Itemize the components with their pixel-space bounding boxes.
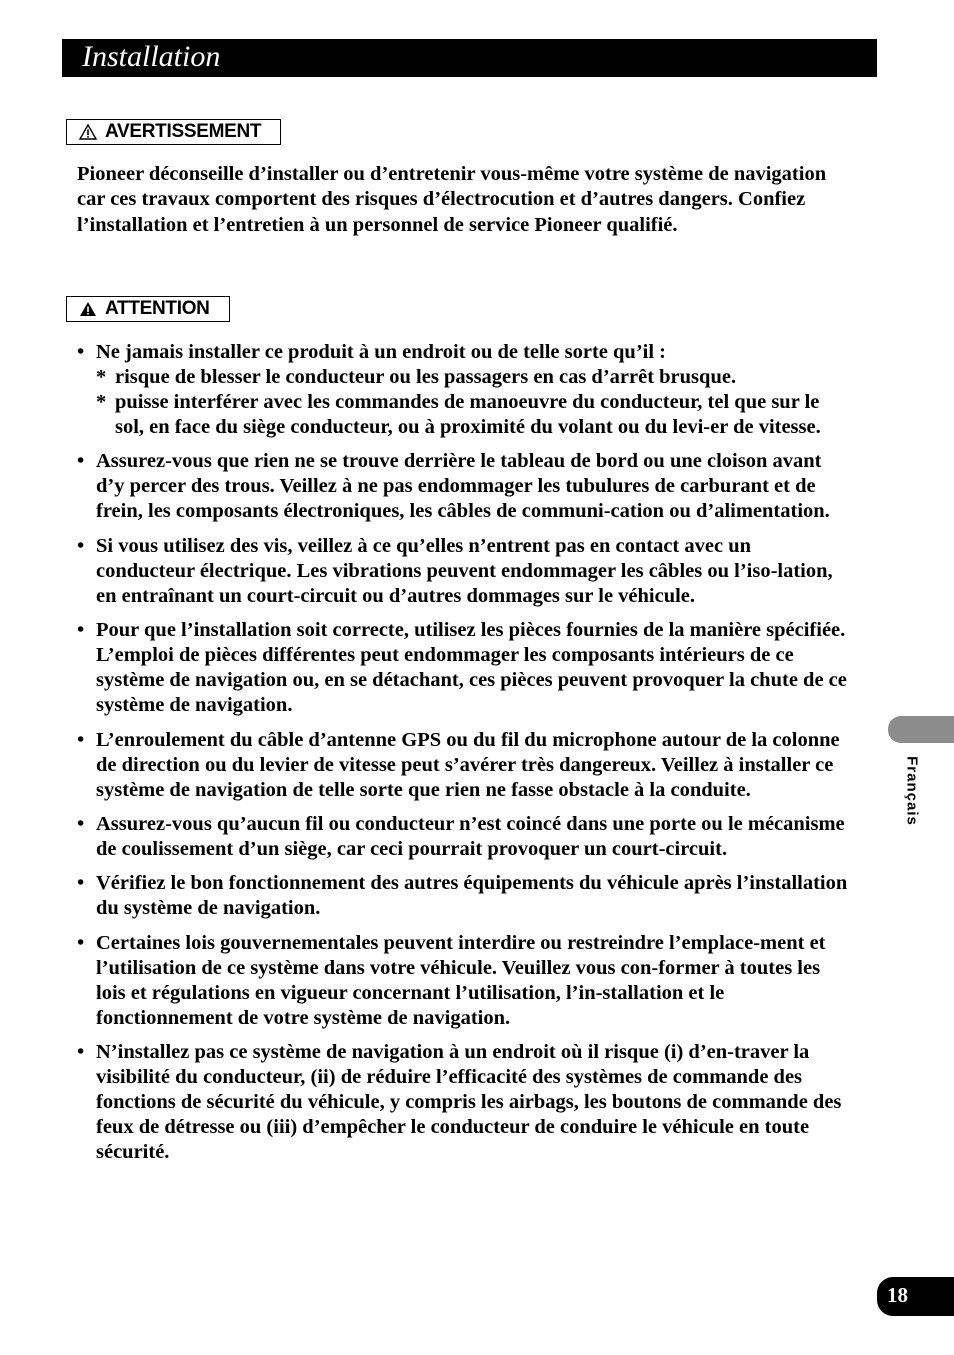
caution-item: [77, 931, 852, 1031]
language-tab-marker: [888, 716, 954, 743]
caution-sublist: [96, 365, 852, 440]
caution-item-text: Pour que l’installation soit correcte, utilisez les pièces fournies de la manière spécifiée. L’emploi de pièces différentes peut endommager les composants intérieurs de ce système de navigation ou, en se détachant, ces pièces peuvent provoquer la chute de ce système de navigation.: [96, 619, 847, 717]
warning-filled-triangle-icon: [79, 301, 97, 317]
page-number: 18: [887, 1283, 908, 1307]
caution-item: [77, 340, 852, 440]
header-bar: [62, 39, 877, 77]
bullet: •: [77, 931, 85, 954]
bullet: •: [77, 341, 85, 363]
caution-subitem-text: puisse interférer avec les commandes de manoeuvre du conducteur, tel que sur le sol, en face du siège conducteur, ou à proximité du volant ou du levi-er de vitesse.: [115, 391, 821, 438]
caution-item-text: Certaines lois gouvernementales peuvent interdire ou restreindre l’emplace-ment et l’utilisation de ce système dans votre véhicule. Veuillez vous con-former à toutes les lois et régulations en vigueur concernant l’utilisation, l’in-stallation et le fonctionnement de votre système de navigation.: [96, 931, 826, 1029]
language-tab-label: Français: [903, 756, 921, 826]
caution-subitem: [96, 390, 852, 440]
caution-item: [77, 812, 852, 862]
bullet: •: [77, 534, 85, 557]
bullet: •: [77, 450, 85, 473]
bullet: •: [77, 728, 85, 751]
caution-item-text: Vérifiez le bon fonctionnement des autres équipements du véhicule après l’installation du système de navigation.: [96, 872, 848, 920]
warning-outline-triangle-icon: [79, 124, 97, 140]
bullet: •: [77, 812, 85, 835]
caution-item-text: N’installez pas ce système de navigation à un endroit où il risque (i) d’en-traver la visibilité du conducteur, (ii) de réduire l’efficacité des systèmes de commande des fonctions de sécurité du véhicule, y compris les airbags, les boutons de commande des feux de détresse ou (iii) d’empêcher le conducteur de conduire le véhicule en toute sécurité.: [96, 1041, 842, 1164]
caution-item: [77, 534, 852, 609]
caution-item: [77, 1040, 852, 1165]
warning-label: [66, 119, 281, 145]
caution-item-text: Assurez-vous que rien ne se trouve derrière le tableau de bord ou une cloison avant d’y percer des trous. Veillez à ne pas endommager les tubulures de carburant et de frein, les composants électroniques, les câbles de communi-cation ou d’alimentation.: [96, 450, 830, 523]
caution-label: [66, 296, 230, 322]
page-title: Installation: [82, 40, 221, 73]
caution-item-text: Ne jamais installer ce produit à un endroit ou de telle sorte qu’il :: [96, 341, 666, 363]
caution-item: [77, 871, 852, 921]
caution-item-text: Si vous utilisez des vis, veillez à ce qu’elles n’entrent pas en contact avec un conducteur électrique. Les vibrations peuvent endommager les câbles ou l’iso-lation, en entraînant un court-circuit ou d’autres dommages sur le véhicule.: [96, 534, 833, 607]
caution-item-text: L’enroulement du câble d’antenne GPS ou du fil du microphone autour de la colonne de direction ou du levier de vitesse peut s’avérer très dangereux. Veillez à installer ce système de navigation de telle sorte que rien ne fasse obstacle à la conduite.: [96, 728, 840, 801]
caution-subitem: [96, 365, 852, 390]
caution-item-text: Assurez-vous qu’aucun fil ou conducteur n’est coincé dans une porte ou le mécanisme de coulissement d’un siège, car ceci pourrait provoquer un court-circuit.: [96, 812, 845, 860]
caution-item: [77, 449, 852, 524]
bullet: •: [77, 1041, 85, 1064]
warning-paragraph: Pioneer déconseille d’installer ou d’entretenir vous-même votre système de navigation car ces travaux comportent des risques d’électrocution et d’autres dangers. Confiez l’installation et l’entretien à un personnel de service Pioneer qualifié.: [77, 163, 827, 236]
star-marker: *: [96, 391, 107, 413]
caution-label-text: ATTENTION: [105, 298, 210, 319]
warning-label-text: AVERTISSEMENT: [105, 121, 262, 142]
caution-item: [77, 618, 852, 718]
caution-item: [77, 728, 852, 803]
bullet: •: [77, 872, 85, 895]
caution-list: [77, 340, 852, 1175]
caution-subitem-text: risque de blesser le conducteur ou les passagers en cas d’arrêt brusque.: [115, 366, 737, 388]
bullet: •: [77, 619, 85, 642]
star-marker: *: [96, 366, 107, 388]
page-number-badge: [877, 1277, 954, 1316]
